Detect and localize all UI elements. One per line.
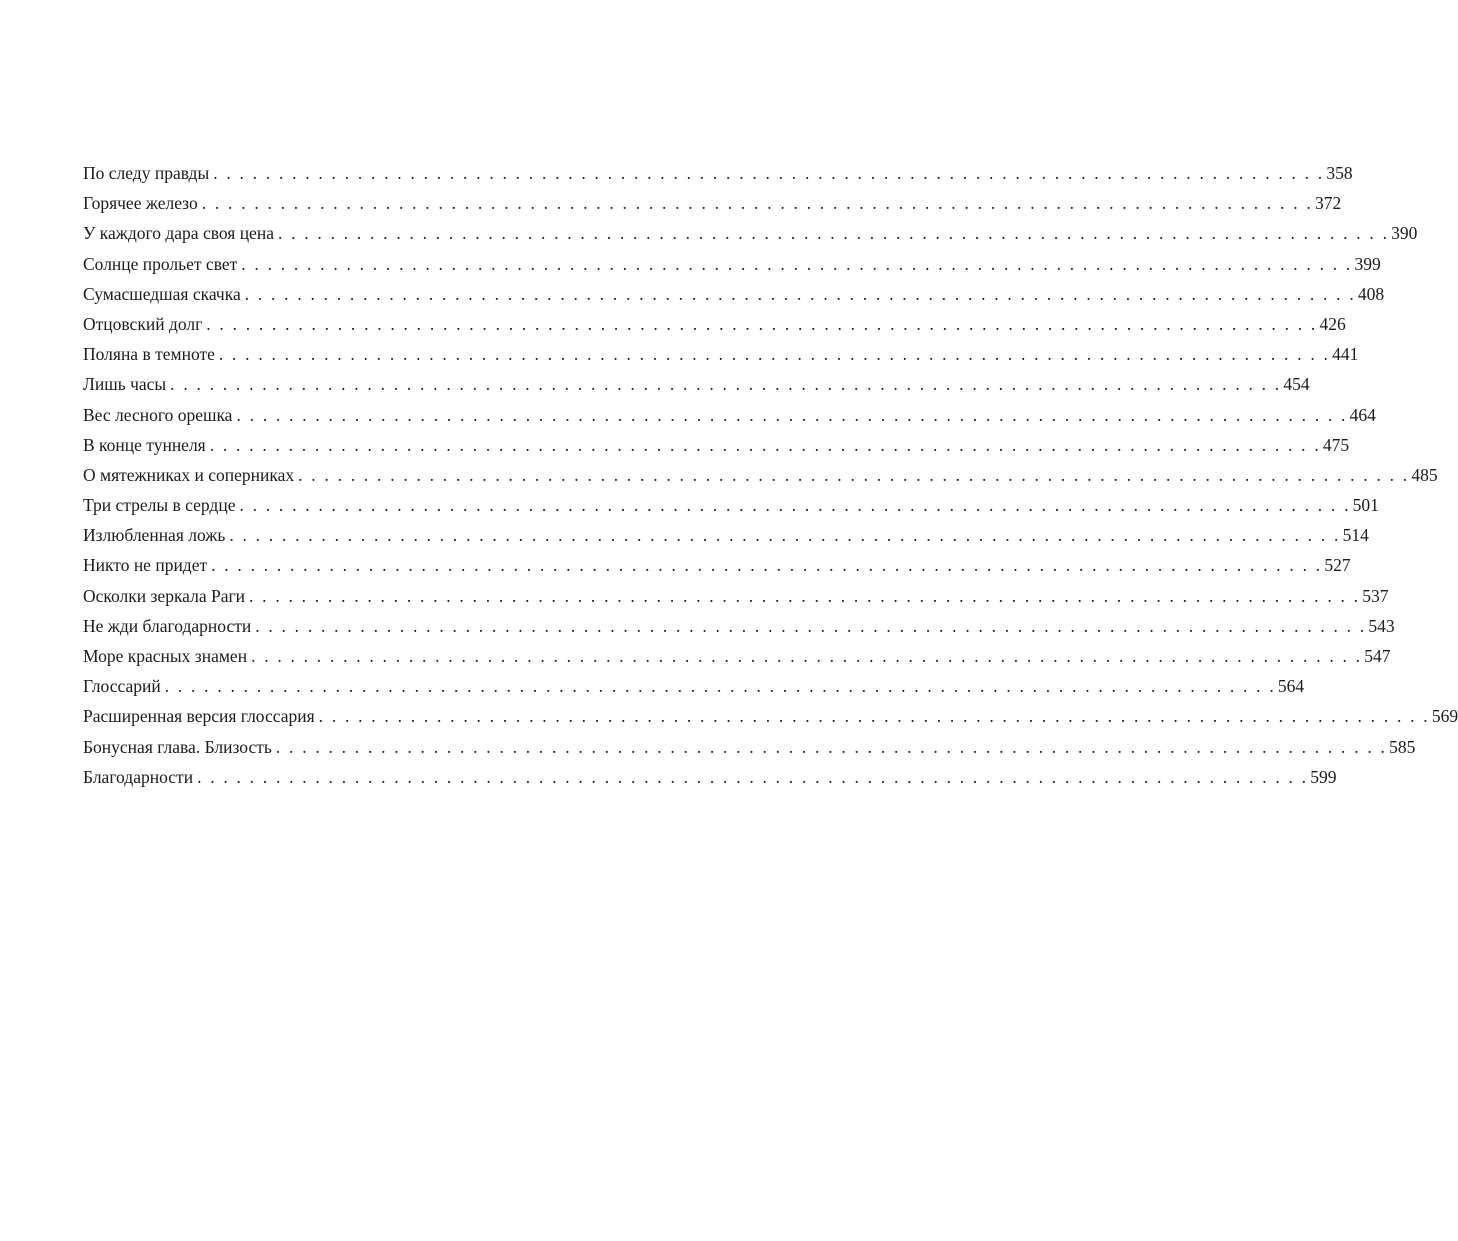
toc-entry-title: В конце туннеля — [83, 434, 206, 455]
toc-entry-title: Отцовский долг — [83, 313, 203, 334]
toc-entry-title: Излюбленная ложь — [83, 525, 226, 546]
toc-entry-title: По следу правды — [83, 163, 210, 183]
toc-entry-page-number: 547 — [1364, 646, 1391, 666]
toc-entry — [83, 249, 1381, 279]
toc-dot-leader: . . . . . . . . . . . . . . . . . . . . . . . . . . . . . . . . . . . . . . . . . . . . . . . . . . . . . . . . . . . . . . . . . . . . . . . . . . . . . . . . . . . . . — [318, 706, 1430, 727]
toc-entry — [83, 701, 1458, 731]
toc-dot-leader: . . . . . . . . . . . . . . . . . . . . . . . . . . . . . . . . . . . . . . . . . . . . . . . . . . . . . . . . . . . . . . . . . . . . . . . . . . . . . . . . . . . . . — [251, 646, 1363, 666]
toc-entry-page-number: 485 — [1411, 464, 1438, 485]
toc-entry — [83, 279, 1385, 309]
toc-entry — [83, 400, 1376, 430]
toc-entry — [83, 460, 1438, 490]
toc-entry — [83, 732, 1416, 762]
toc-entry-page-number: 372 — [1314, 193, 1342, 214]
toc-dot-leader: . . . . . . . . . . . . . . . . . . . . . . . . . . . . . . . . . . . . . . . . . . . . . . . . . . . . . . . . . . . . . . . . . . . . . . . . . . . . . . . . . . . . . — [277, 223, 1390, 244]
toc-entry-title: О мятежниках и соперниках — [83, 464, 295, 485]
toc-entry-page-number: 564 — [1277, 676, 1305, 697]
toc-entry-page-number: 569 — [1431, 706, 1458, 727]
toc-entry-page-number: 399 — [1354, 253, 1381, 274]
toc-entry — [83, 339, 1359, 369]
toc-entry-title: Три стрелы в сердце — [83, 495, 236, 516]
toc-dot-leader: . . . . . . . . . . . . . . . . . . . . . . . . . . . . . . . . . . . . . . . . . . . . . . . . . . . . . . . . . . . . . . . . . . . . . . . . . . . . . . . . . . . . . — [211, 555, 1323, 576]
toc-entry-page-number: 426 — [1319, 313, 1346, 334]
toc-entry — [83, 520, 1369, 550]
toc-entry — [83, 309, 1346, 339]
toc-entry-title: Вес лесного орешка — [83, 404, 233, 425]
toc-entry-page-number: 390 — [1391, 223, 1418, 244]
toc-entry-title: Горячее железо — [83, 193, 198, 214]
toc-entry — [83, 490, 1379, 520]
toc-entry-title: Глоссарий — [83, 676, 161, 697]
toc-entry-title: Море красных знамен — [83, 646, 248, 666]
toc-entry-page-number: 585 — [1389, 736, 1416, 757]
toc-dot-leader: . . . . . . . . . . . . . . . . . . . . . . . . . . . . . . . . . . . . . . . . . . . . . . . . . . . . . . . . . . . . . . . . . . . . . . . . . . . . . . . . . . . . . — [241, 253, 1353, 274]
toc-entry — [83, 550, 1351, 580]
toc-entry-page-number: 464 — [1349, 404, 1376, 425]
toc-dot-leader: . . . . . . . . . . . . . . . . . . . . . . . . . . . . . . . . . . . . . . . . . . . . . . . . . . . . . . . . . . . . . . . . . . . . . . . . . . . . . . . . . . . . . — [164, 676, 1276, 697]
toc-entry-title: Осколки зеркала Раги — [83, 585, 246, 606]
toc-entry-title: Расширенная версия глоссария — [83, 706, 315, 727]
toc-dot-leader: . . . . . . . . . . . . . . . . . . . . . . . . . . . . . . . . . . . . . . . . . . . . . . . . . . . . . . . . . . . . . . . . . . . . . . . . . . . . . . . . . . . . . — [201, 193, 1313, 214]
toc-dot-leader: . . . . . . . . . . . . . . . . . . . . . . . . . . . . . . . . . . . . . . . . . . . . . . . . . . . . . . . . . . . . . . . . . . . . . . . . . . . . . . . . . . . . . — [249, 585, 1361, 606]
toc-entry-title: Не жди благодарности — [83, 615, 252, 636]
toc-entry — [83, 430, 1350, 460]
toc-entry-title: Лишь часы — [83, 374, 167, 395]
toc-dot-leader: . . . . . . . . . . . . . . . . . . . . . . . . . . . . . . . . . . . . . . . . . . . . . . . . . . . . . . . . . . . . . . . . . . . . . . . . . . . . . . . . . . . . . — [239, 495, 1351, 516]
toc-entry-page-number: 514 — [1342, 525, 1369, 546]
toc-entry — [83, 581, 1389, 611]
toc-dot-leader: . . . . . . . . . . . . . . . . . . . . . . . . . . . . . . . . . . . . . . . . . . . . . . . . . . . . . . . . . . . . . . . . . . . . . . . . . . . . . . . . . . . . . — [170, 374, 1282, 395]
toc-entry — [83, 762, 1337, 792]
toc-dot-leader: . . . . . . . . . . . . . . . . . . . . . . . . . . . . . . . . . . . . . . . . . . . . . . . . . . . . . . . . . . . . . . . . . . . . . . . . . . . . . . . . . . . . . — [218, 344, 1331, 365]
toc-entry-page-number: 408 — [1357, 283, 1385, 304]
toc-entry — [83, 369, 1310, 399]
toc-dot-leader: . . . . . . . . . . . . . . . . . . . . . . . . . . . . . . . . . . . . . . . . . . . . . . . . . . . . . . . . . . . . . . . . . . . . . . . . . . . . . . . . . . . . . — [236, 404, 1348, 425]
toc-entry-title: Благодарности — [83, 766, 194, 787]
toc-dot-leader: . . . . . . . . . . . . . . . . . . . . . . . . . . . . . . . . . . . . . . . . . . . . . . . . . . . . . . . . . . . . . . . . . . . . . . . . . . . . . . . . . . . . . — [298, 464, 1410, 485]
toc-entry-page-number: 501 — [1352, 495, 1379, 516]
toc-entry — [83, 611, 1395, 641]
toc-dot-leader: . . . . . . . . . . . . . . . . . . . . . . . . . . . . . . . . . . . . . . . . . . . . . . . . . . . . . . . . . . . . . . . . . . . . . . . . . . . . . . . . . . . . . — [244, 283, 1356, 304]
toc-entry — [83, 218, 1418, 248]
toc-entry-page-number: 527 — [1324, 555, 1351, 576]
toc-entry-title: Сумасшедшая скачка — [83, 283, 241, 304]
toc-entry-page-number: 441 — [1332, 344, 1359, 365]
toc-entry — [83, 158, 1353, 188]
toc-dot-leader: . . . . . . . . . . . . . . . . . . . . . . . . . . . . . . . . . . . . . . . . . . . . . . . . . . . . . . . . . . . . . . . . . . . . . . . . . . . . . . . . . . . . . — [197, 766, 1309, 787]
toc-dot-leader: . . . . . . . . . . . . . . . . . . . . . . . . . . . . . . . . . . . . . . . . . . . . . . . . . . . . . . . . . . . . . . . . . . . . . . . . . . . . . . . . . . . . . — [206, 313, 1318, 334]
toc-entry-page-number: 537 — [1362, 585, 1389, 606]
toc-entry-title: Бонусная глава. Близость — [83, 736, 272, 757]
toc-entry — [83, 671, 1305, 701]
toc-entry — [83, 641, 1391, 671]
toc-entry-title: У каждого дара своя цена — [83, 223, 274, 244]
toc-entry-page-number: 475 — [1322, 434, 1350, 455]
toc-entry-page-number: 599 — [1310, 766, 1337, 787]
toc-dot-leader: . . . . . . . . . . . . . . . . . . . . . . . . . . . . . . . . . . . . . . . . . . . . . . . . . . . . . . . . . . . . . . . . . . . . . . . . . . . . . . . . . . . . . — [229, 525, 1341, 546]
toc-entry-title: Солнце прольет свет — [83, 253, 238, 274]
toc-entry — [83, 188, 1342, 218]
toc-dot-leader: . . . . . . . . . . . . . . . . . . . . . . . . . . . . . . . . . . . . . . . . . . . . . . . . . . . . . . . . . . . . . . . . . . . . . . . . . . . . . . . . . . . . . — [275, 736, 1388, 757]
toc-dot-leader: . . . . . . . . . . . . . . . . . . . . . . . . . . . . . . . . . . . . . . . . . . . . . . . . . . . . . . . . . . . . . . . . . . . . . . . . . . . . . . . . . . . . . — [213, 163, 1325, 183]
toc-entry-title: Поляна в темноте — [83, 344, 215, 365]
toc-entry-page-number: 454 — [1283, 374, 1310, 395]
toc-entry-title: Никто не придет — [83, 555, 208, 576]
toc-dot-leader: . . . . . . . . . . . . . . . . . . . . . . . . . . . . . . . . . . . . . . . . . . . . . . . . . . . . . . . . . . . . . . . . . . . . . . . . . . . . . . . . . . . . . — [255, 615, 1367, 636]
toc-entry-page-number: 358 — [1326, 163, 1353, 183]
toc-dot-leader: . . . . . . . . . . . . . . . . . . . . . . . . . . . . . . . . . . . . . . . . . . . . . . . . . . . . . . . . . . . . . . . . . . . . . . . . . . . . . . . . . . . . . — [209, 434, 1321, 455]
table-of-contents — [83, 158, 1458, 792]
toc-entry-page-number: 543 — [1368, 615, 1395, 636]
